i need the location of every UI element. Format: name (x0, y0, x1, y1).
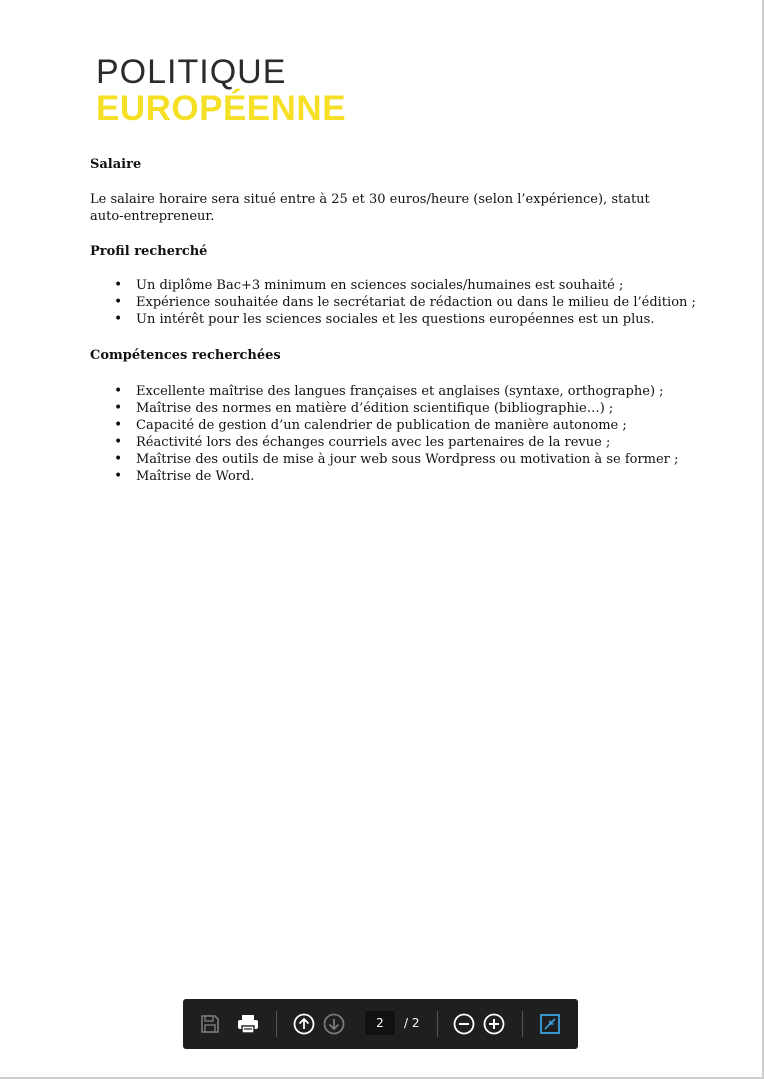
competences-list (90, 383, 696, 485)
logo-line1: POLITIQUE (96, 53, 287, 91)
fit-page-icon (540, 1014, 560, 1034)
list-item: • Maîtrise de Word. (136, 468, 696, 485)
list-item: • Excellente maîtrise des langues françaises et anglaises (syntaxe, orthographe) ; (136, 383, 696, 400)
zoom-out-icon (453, 1013, 475, 1035)
section-heading-salaire: Salaire (90, 157, 142, 172)
zoom-in-icon (483, 1013, 505, 1035)
page-total: / 2 (404, 1016, 420, 1030)
pdf-toolbar (183, 999, 578, 1049)
print-icon (237, 1014, 259, 1034)
logo-line2: EUROPÉENNE (96, 89, 347, 128)
zoom-out-button[interactable] (451, 1011, 477, 1037)
section-heading-profil: Profil recherché (90, 244, 208, 259)
list-item: • Capacité de gestion d’un calendrier de publication de manière autonome ; (136, 417, 696, 434)
page-number-input[interactable]: 2 (365, 1011, 395, 1035)
toolbar-separator (437, 1011, 438, 1037)
fit-page-button[interactable] (537, 1011, 563, 1037)
list-item: • Expérience souhaitée dans le secrétariat de rédaction ou dans le milieu de l’édition ; (136, 294, 696, 311)
save-icon (200, 1014, 220, 1034)
list-item: • Un intérêt pour les sciences sociales et les questions européennes est un plus. (136, 311, 696, 328)
section-heading-competences: Compétences recherchées (90, 348, 281, 363)
next-page-button[interactable] (321, 1011, 347, 1037)
toolbar-separator (276, 1011, 277, 1037)
arrow-up-icon (293, 1013, 315, 1035)
arrow-down-icon (323, 1013, 345, 1035)
print-button[interactable] (235, 1011, 261, 1037)
salary-paragraph: Le salaire horaire sera situé entre à 25 et 30 euros/heure (selon l’expérience), statut auto-entrepreneur. (90, 192, 650, 224)
list-item: • Réactivité lors des échanges courriels avec les partenaires de la revue ; (136, 434, 696, 451)
profil-list (90, 277, 696, 328)
zoom-in-button[interactable] (481, 1011, 507, 1037)
journal-logo (96, 54, 346, 128)
list-item: • Maîtrise des outils de mise à jour web sous Wordpress ou motivation à se former ; (136, 451, 696, 468)
list-item: • Un diplôme Bac+3 minimum en sciences sociales/humaines est souhaité ; (136, 277, 696, 294)
list-item: • Maîtrise des normes en matière d’édition scientifique (bibliographie…) ; (136, 400, 696, 417)
toolbar-separator (522, 1011, 523, 1037)
save-button[interactable] (197, 1011, 223, 1037)
previous-page-button[interactable] (291, 1011, 317, 1037)
